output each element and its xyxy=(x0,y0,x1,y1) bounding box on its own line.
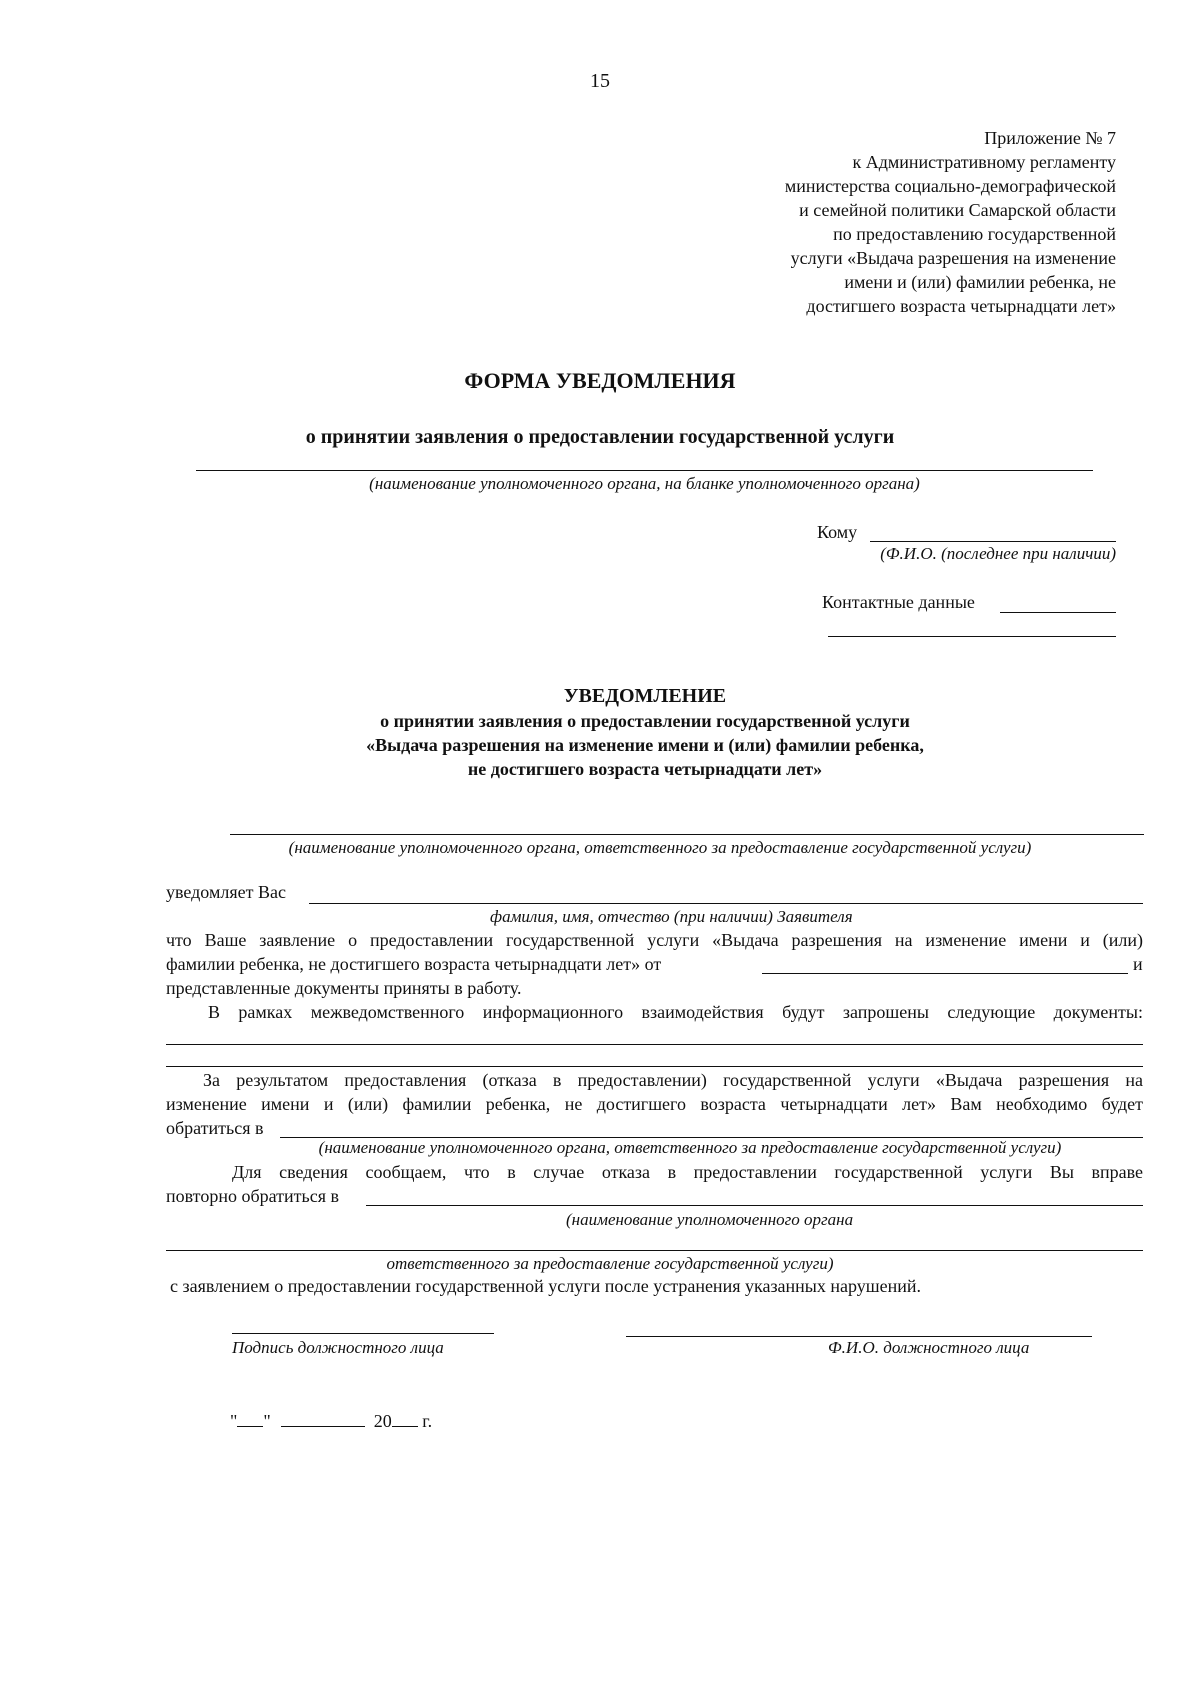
signature-caption: Подпись должностного лица xyxy=(232,1338,444,1357)
paragraph-4-line-1: Для сведения сообщаем, что в случае отказа в предоставлении государственной услуги Вы вправе xyxy=(232,1162,1143,1182)
year-prefix: 20 xyxy=(373,1411,392,1431)
appendix-block xyxy=(600,126,1116,318)
applicant-caption: фамилия, имя, отчество (при наличии) Заявителя xyxy=(490,907,853,926)
documents-line-1 xyxy=(166,1044,1143,1045)
paragraph-1-line-3: представленные документы приняты в работу. xyxy=(166,978,522,998)
date-field xyxy=(230,1410,432,1432)
appendix-line: министерства социально-демографической xyxy=(784,176,1116,196)
appendix-line: достигшего возраста четырнадцати лет» xyxy=(806,296,1116,316)
to-label: Кому xyxy=(817,522,858,542)
authority-caption: (наименование уполномоченного органа, на бланке уполномоченного органа) xyxy=(369,474,920,493)
month-blank xyxy=(281,1410,365,1427)
contacts-line xyxy=(1000,612,1116,613)
body-authority-caption: (наименование уполномоченного органа, ответственного за предоставление государственной услуги) xyxy=(288,838,1032,857)
official-name-caption: Ф.И.О. должностного лица xyxy=(828,1338,1030,1357)
date-from-line xyxy=(762,973,1128,974)
paragraph-3-line-3: обратиться в xyxy=(166,1118,264,1138)
contacts-line-2 xyxy=(828,636,1116,637)
appendix-line: и семейной политики Самарской области xyxy=(799,200,1116,220)
appendix-line: к Административному регламенту xyxy=(852,152,1116,172)
paragraph-2-line-1: В рамках межведомственного информационного взаимодействия будут запрошены следующие документы: xyxy=(208,1002,1143,1022)
paragraph-3-line-2: изменение имени и (или) фамилии ребенка, не достигшего возраста четырнадцати лет» Вам необходимо будет xyxy=(166,1094,1143,1114)
form-title: ФОРМА УВЕДОМЛЕНИЯ xyxy=(464,368,736,393)
reapply-line xyxy=(366,1205,1143,1206)
day-blank xyxy=(237,1410,263,1427)
page-number: 15 xyxy=(590,70,610,92)
paragraph-4-line-3: с заявлением о предоставлении государственной услуги после устранения указанных нарушений. xyxy=(170,1276,922,1296)
notice-line3: не достигшего возраста четырнадцати лет» xyxy=(467,759,823,779)
authority-name-line xyxy=(230,834,1144,835)
form-subtitle: о принятии заявления о предоставлении государственной услуги xyxy=(305,426,895,448)
authority-line xyxy=(196,470,1093,471)
paragraph-3-line-1: За результатом предоставления (отказа в предоставлении) государственной услуги «Выдача разрешения на xyxy=(203,1070,1143,1090)
reapply-line-2 xyxy=(166,1250,1143,1251)
appendix-line: по предоставлению государственной xyxy=(833,224,1116,244)
appendix-line: имени и (или) фамилии ребенка, не xyxy=(844,272,1116,292)
paragraph-1-line-1: что Ваше заявление о предоставлении государственной услуги «Выдача разрешения на изменение имени и (или) xyxy=(166,930,1143,950)
paragraph-4-caption-1: (наименование уполномоченного органа xyxy=(566,1210,854,1229)
date-quote-open: " xyxy=(230,1411,238,1431)
year-blank xyxy=(392,1410,418,1427)
documents-line-2 xyxy=(166,1066,1143,1067)
notice-line2: «Выдача разрешения на изменение имени и (или) фамилии ребенка, xyxy=(366,735,924,755)
contacts-label: Контактные данные xyxy=(822,592,975,612)
paragraph-1-and: и xyxy=(1133,954,1143,974)
to-line xyxy=(870,541,1116,542)
paragraph-4-caption-2: ответственного за предоставление государственной услуги) xyxy=(386,1254,834,1273)
year-suffix: г. xyxy=(422,1411,433,1431)
paragraph-1-line-2: фамилии ребенка, не достигшего возраста четырнадцати лет» от xyxy=(166,954,662,974)
appendix-line: Приложение № 7 xyxy=(984,128,1116,148)
signature-line xyxy=(232,1333,494,1334)
notice-title: УВЕДОМЛЕНИЕ xyxy=(563,685,727,707)
paragraph-4-line-2: повторно обратиться в xyxy=(166,1186,339,1206)
date-quote-close: " xyxy=(263,1411,271,1431)
applicant-line xyxy=(309,903,1143,904)
official-name-line xyxy=(626,1336,1092,1337)
paragraph-3-caption: (наименование уполномоченного органа, ответственного за предоставление государственной услуги) xyxy=(318,1138,1062,1157)
appendix-line: услуги «Выдача разрешения на изменение xyxy=(790,248,1116,268)
notifies-label: уведомляет Вас xyxy=(166,882,286,902)
to-caption: (Ф.И.О. (последнее при наличии) xyxy=(880,544,1116,563)
notice-line1: о принятии заявления о предоставлении государственной услуги xyxy=(380,711,910,731)
